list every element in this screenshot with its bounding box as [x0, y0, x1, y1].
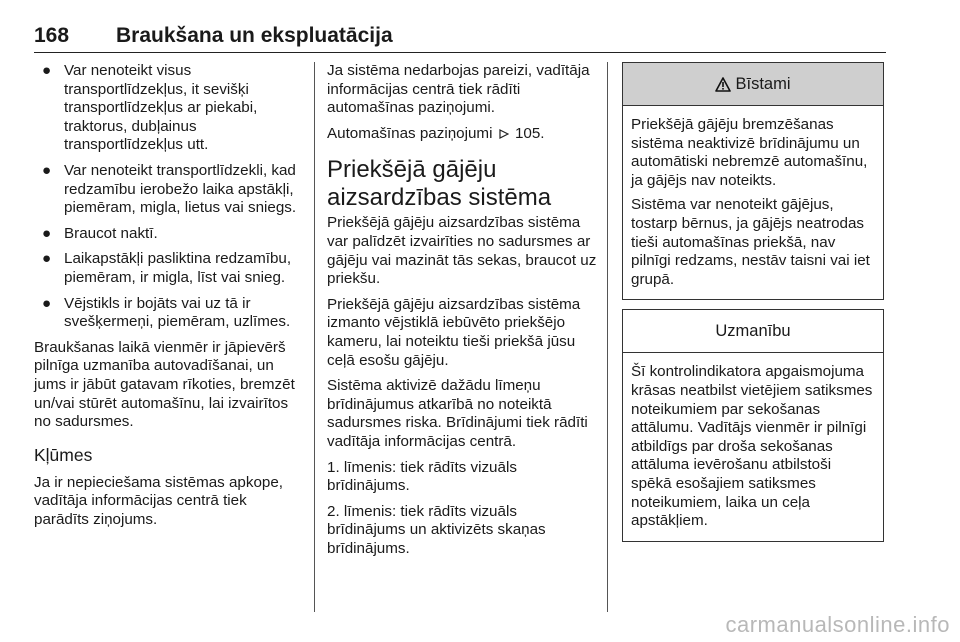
malfunction-paragraph: Ja sistēma nedarbojas pareizi, vadītāja informācijas centrā tiek rādīti automašīnas paziņojumi. — [327, 62, 590, 117]
chapter-title: Braukšana un ekspluatācija — [116, 24, 393, 47]
conditions-list — [34, 62, 302, 332]
attention-paragraph: Braukšanas laikā vienmēr ir jāpievērš pilnīga uzmanība autovadīšanai, un jums ir jābūt gatavam rīkoties, bremzēt un/vai stūrēt automašīnu, lai izvairītos no sadursmes. — [34, 338, 295, 431]
page-reference-arrow-icon — [499, 129, 509, 139]
body-paragraph: Priekšējā gājēju aizsardzības sistēma izmanto vējstiklā iebūvēto priekšējo kameru, lai noteiktu tieši priekšā jūsu ceļā esošu gājēju. — [327, 295, 581, 369]
bullet-icon: ● — [42, 294, 52, 312]
caution-box-header — [623, 310, 883, 353]
danger-box-body — [623, 106, 883, 299]
column-1 — [34, 62, 302, 536]
list-item: ● Braucot naktī. — [42, 224, 158, 242]
faults-heading: Kļūmes — [34, 444, 93, 465]
watermark: carmanualsonline.info — [725, 612, 950, 637]
vehicle-messages-reference: Automašīnas paziņojumi 105. — [327, 124, 545, 142]
column-divider — [314, 62, 315, 612]
list-item: ● Var nenoteikt visus transportlīdzekļus, it sevišķi transportlīdzekļus ar piekabi, traktorus, dubļainus transportlīdzekļus utt. — [42, 62, 258, 154]
column-2 — [327, 62, 597, 565]
list-item: ● Laikapstākļi pasliktina redzamību, piemēram, ir migla, līst vai snieg. — [42, 250, 292, 286]
bullet-icon: ● — [42, 62, 52, 79]
caution-box-title: Uzmanību — [715, 322, 791, 341]
list-item: ● Var nenoteikt transportlīdzekli, kad redzamību ierobežo laika apstākļi, piemēram, migla, lietus vai sniegs. — [42, 161, 297, 217]
body-paragraph: Sistēma aktivizē dažādu līmeņu brīdinājumus atkarībā no noteiktā sadursmes riska. Brīdinājumi tiek rādīti vadītāja informācijas centrā. — [327, 377, 588, 450]
page-number: 168 — [34, 24, 70, 47]
box-paragraph: Šī kontrolindikatora apgaismojuma krāsas neatbilst vietējiem satiksmes noteikumiem par sekošanas attālumu. Vadītājs vienmēr ir pilnīgi atbildīgs par droša sekošanas attāluma ievērošanu atbilstoši spēkā esošajiem satiksmes noteikumiem, laika un ceļa apstākļiem. — [631, 363, 873, 530]
body-paragraph: 1. līmenis: tiek rādīts vizuāls brīdinājums. — [327, 458, 517, 495]
danger-box-header — [623, 63, 883, 106]
section-title: Priekšējā gājēju aizsardzības sistēma — [327, 156, 552, 212]
bullet-icon: ● — [42, 224, 52, 242]
column-3 — [622, 62, 884, 551]
reference-page: 105. — [514, 124, 545, 142]
page-header — [34, 24, 886, 53]
caution-box-body — [623, 353, 883, 540]
box-paragraph: Sistēma var nenoteikt gājējus, tostarp bērnus, ja gājējs neatrodas tieši automašīnas priekšā, nav pilnīgi redzams, nestāv taisni vai iet grupā. — [631, 196, 870, 288]
list-item: ● Vējstikls ir bojāts vai uz tā ir svešķermeņi, piemēram, uzlīmes. — [42, 294, 291, 331]
faults-paragraph: Ja ir nepieciešama sistēmas apkope, vadītāja informācijas centrā tiek parādīts ziņojums. — [34, 473, 284, 528]
body-paragraph: Priekšējā gājēju aizsardzības sistēma var palīdzēt izvairīties no sadursmes ar gājēju vai mazināt tās sekas, braucot uz priekšu. — [327, 214, 597, 288]
danger-box — [622, 62, 884, 300]
bullet-icon: ● — [42, 161, 52, 179]
bullet-icon: ● — [42, 250, 52, 268]
caution-box — [622, 309, 884, 541]
box-paragraph: Priekšējā gājēju bremzēšanas sistēma neaktivizē brīdinājumu un automātiski nebremzē automašīnu, ja gājējs nav noteikts. — [631, 116, 868, 189]
column-divider — [607, 62, 608, 612]
warning-triangle-icon — [715, 77, 731, 92]
danger-box-title: Bīstami — [735, 74, 791, 93]
body-paragraph: 2. līmenis: tiek rādīts vizuāls brīdinājums un aktivizēts skaņas brīdinājums. — [327, 502, 546, 557]
